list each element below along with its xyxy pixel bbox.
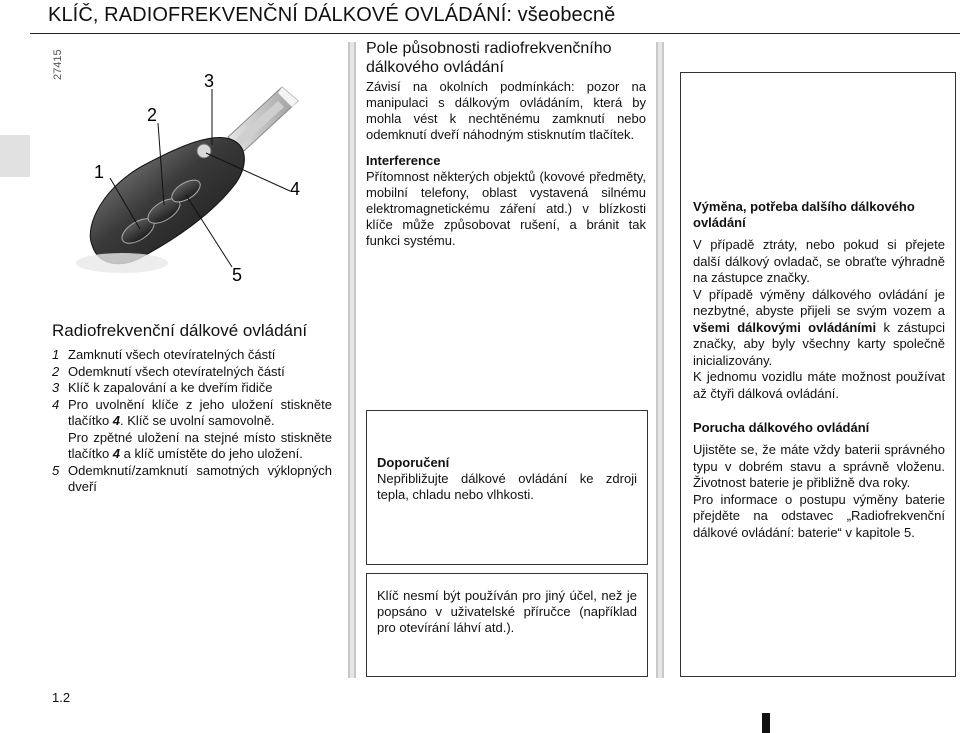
advice-heading: Doporučení xyxy=(377,455,450,470)
button-reference: 4 xyxy=(112,446,121,461)
callout-2: 2 xyxy=(147,105,158,125)
list-item-number: 2 xyxy=(52,363,60,379)
list-item-text: Odemknutí všech otevíratelných částí xyxy=(68,363,285,379)
range-paragraph: Závisí na okolních podmínkách: pozor na manipulaci s dálkovým ovládáním, která by mohla vést k nechtěnému zamknutí nebo odemknutí dveří náhodným stisknutím tlačítek. xyxy=(366,79,646,142)
advice-paragraph: Nepřibližujte dálkové ovládání ke zdroji tepla, chladu nebo vlhkosti. xyxy=(377,471,637,502)
list-item-text: Odemknutí/zamknutí samotných výklopných dveří xyxy=(68,462,332,494)
key-fob-drawing xyxy=(52,45,342,295)
text-fragment: . Klíč se uvolní samovolně. xyxy=(120,413,275,428)
list-item xyxy=(52,347,332,364)
list-item-number: 1 xyxy=(52,347,60,362)
warning-box xyxy=(366,573,648,677)
list-item xyxy=(52,397,332,430)
section-heading-radio-remote: Radiofrekvenční dálkové ovládání xyxy=(52,321,308,340)
list-item-number: 4 xyxy=(52,396,60,412)
callout-3: 3 xyxy=(204,71,215,91)
warning-paragraph: Klíč nesmí být používán pro jiný účel, než je popsáno v uživatelské příručce (například pro otevírání láhví atd.). xyxy=(377,588,637,635)
replacement-paragraph-1: V případě ztráty, nebo pokud si přejete další dálkový ovladač, se obraťte výhradně na zástupce značky. xyxy=(693,237,945,285)
list-item-text xyxy=(68,397,332,430)
list-item xyxy=(52,380,332,397)
page-title: KLÍČ, RADIOFREKVENČNÍ DÁLKOVÉ OVLÁDÁNÍ: všeobecně xyxy=(48,4,616,26)
section-heading-range: Pole působnosti radiofrekvenčního dálkového ovládání xyxy=(366,40,612,76)
left-column xyxy=(52,320,332,496)
advice-box xyxy=(366,410,648,565)
text-fragment: Pro uvolnění klíče z jeho uložení stiskněte tlačítko xyxy=(68,396,332,428)
replacement-paragraph-2 xyxy=(693,287,945,370)
list-item-continuation xyxy=(52,430,332,463)
emphasis-text: všemi dálkovými ovládáními xyxy=(693,319,877,335)
text-fragment: Pro zpětné uložení na stejné místo stiskněte tlačítko xyxy=(68,429,332,461)
fault-paragraph-2: Pro informace o postupu výměny baterie přejděte na odstavec „Radiofrekvenční dálkové ovládání: baterie“ v kapitole 5. xyxy=(693,491,945,540)
middle-column xyxy=(366,40,646,249)
fault-heading: Porucha dálkového ovládání xyxy=(693,420,870,435)
title-rule xyxy=(30,33,960,34)
key-blade xyxy=(228,87,298,151)
side-tab xyxy=(0,135,30,177)
column-divider xyxy=(656,42,664,678)
column-divider xyxy=(348,42,356,678)
key-illustration xyxy=(52,45,342,295)
button-reference: 4 xyxy=(112,413,121,428)
list-item-number: 5 xyxy=(52,462,60,478)
interference-paragraph: Přítomnost některých objektů (kovové předměty, mobilní telefony, oblast vystavená silnému elektromagnetickému záření atd.) v blízkosti klíče může způsobovat rušení, a bránit tak funkci systému. xyxy=(366,169,646,248)
right-info-box xyxy=(680,72,956,677)
list-item-text: Klíč k zapalování a ke dveřím řidiče xyxy=(68,380,273,395)
text-fragment: a klíč umístěte do jeho uložení. xyxy=(120,446,303,461)
page-number: 1.2 xyxy=(52,690,71,705)
callout-1: 1 xyxy=(94,162,105,182)
interference-heading: Interference xyxy=(366,153,441,168)
list-item-number: 3 xyxy=(52,380,60,395)
image-reference-id: 27415 xyxy=(52,49,64,80)
fault-paragraph-1: Ujistěte se, že máte vždy baterii správného typu v dobrém stavu a správně vloženu. Životnost baterie je přibližně dva roky. xyxy=(693,442,945,490)
list-item xyxy=(52,463,332,496)
feature-list xyxy=(52,347,332,496)
end-marker xyxy=(762,713,770,733)
replacement-paragraph-3: K jednomu vozidlu máte možnost používat až čtyři dálková ovládání. xyxy=(693,369,945,401)
replacement-heading: Výměna, potřeba dalšího dálkového ovládání xyxy=(693,199,915,230)
list-item xyxy=(52,364,332,381)
text-fragment: V případě výměny dálkového ovládání je nezbytné, abyste přijeli se svým vozem a xyxy=(693,286,945,318)
list-item-text: Zamknutí všech otevíratelných částí xyxy=(68,347,276,362)
callout-4: 4 xyxy=(290,179,301,199)
release-button xyxy=(197,144,211,158)
text-fragment: k zástupci značky, aby byly všechny karty společně inicializovány. xyxy=(693,319,945,368)
callout-5: 5 xyxy=(232,265,243,285)
